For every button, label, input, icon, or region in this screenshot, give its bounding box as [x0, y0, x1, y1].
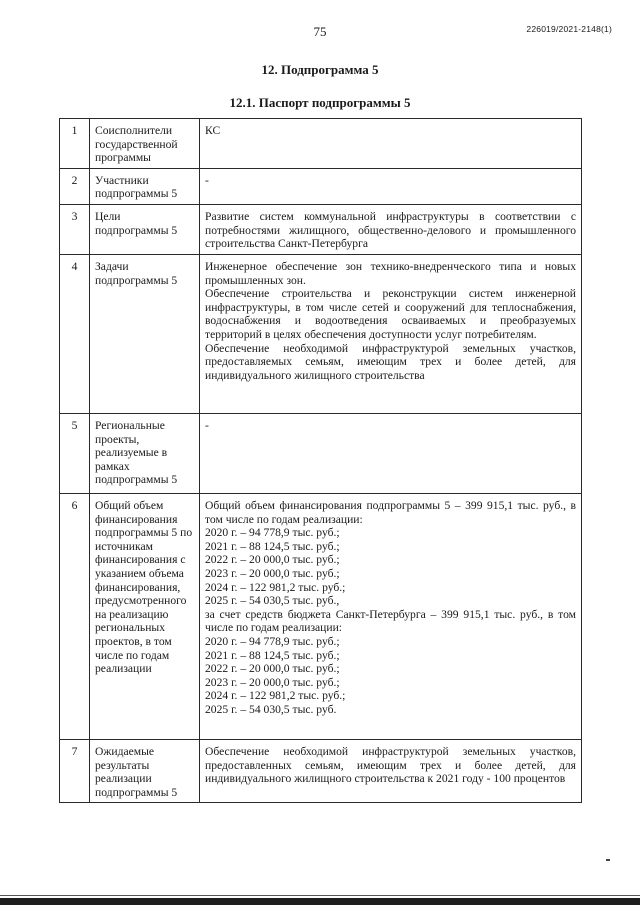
scan-mark	[606, 859, 610, 861]
content-line: 2023 г. – 20 000,0 тыс. руб.;	[205, 675, 340, 689]
content-line: Развитие систем коммунальной инфраструктуры в соответствии с потребностями жилищного, общественно-делового и промышленного строительства Санкт-Петербурга	[205, 209, 576, 251]
content-line: 2020 г. – 94 778,9 тыс. руб.;	[205, 526, 340, 540]
content-line: Обеспечение необходимой инфраструктурой земельных участков, предоставляемых семьям, имеющим трех и более детей, для индивидуального жилищного строительства	[205, 341, 576, 382]
table-row	[60, 254, 582, 413]
footer-line	[0, 895, 640, 896]
content-line: 2024 г. – 122 981,2 тыс. руб.;	[205, 580, 346, 594]
content-line: 2021 г. – 88 124,5 тыс. руб.;	[205, 539, 340, 553]
content-line: 2022 г. – 20 000,0 тыс. руб.;	[205, 662, 340, 676]
row-number: 4	[60, 254, 90, 413]
section-title: 12. Подпрограмма 5	[261, 62, 379, 77]
content-line: -	[205, 418, 209, 432]
content-line: Обеспечение необходимой инфраструктурой земельных участков, предоставленных семьям, имеющим трех и более детей, для индивидуального жилищного строительства к 2021 году - 100 процентов	[205, 744, 576, 786]
content-line: 2021 г. – 88 124,5 тыс. руб.;	[205, 648, 340, 662]
content-line: 2025 г. – 54 030,5 тыс. руб.,	[205, 594, 340, 608]
table-row	[60, 119, 582, 169]
row-label: Общий объем финансирования подпрограммы 5 по источникам финансирования с указанием объема финансирования, предусмотренного на реализацию региональных проектов, в том числе по годам реализации	[90, 493, 200, 739]
table-row	[60, 413, 582, 493]
row-number: 5	[60, 413, 90, 493]
row-content	[200, 119, 582, 169]
row-content	[200, 204, 582, 254]
content-line: Инженерное обеспечение зон технико-внедренческого типа и новых промышленных зон.	[205, 259, 576, 287]
row-label: Цели подпрограммы 5	[90, 204, 200, 254]
passport-table-body	[60, 119, 582, 803]
content-line: 2023 г. – 20 000,0 тыс. руб.;	[205, 566, 340, 580]
row-number: 1	[60, 119, 90, 169]
row-label: Задачи подпрограммы 5	[90, 254, 200, 413]
row-number: 3	[60, 204, 90, 254]
row-content	[200, 254, 582, 413]
row-number: 7	[60, 739, 90, 802]
content-line: 2024 г. – 122 981,2 тыс. руб.;	[205, 689, 346, 703]
row-content	[200, 168, 582, 204]
content-line: Обеспечение строительства и реконструкции систем инженерной инфраструктуры, в том числе сетей и сооружений для теплоснабжения, водоснабжения и водоотведения осваиваемых и преобразуемых территорий в целях обеспечения доступности услуг потребителям.	[205, 287, 576, 341]
row-label: Ожидаемые результаты реализации подпрограммы 5	[90, 739, 200, 802]
content-line: 2022 г. – 20 000,0 тыс. руб.;	[205, 553, 340, 567]
content-line: -	[205, 173, 209, 187]
table-row	[60, 168, 582, 204]
row-number: 6	[60, 493, 90, 739]
row-label: Региональные проекты, реализуемые в рамках подпрограммы 5	[90, 413, 200, 493]
content-line: 2025 г. – 54 030,5 тыс. руб.	[205, 702, 337, 716]
row-content	[200, 739, 582, 802]
content-line: КС	[205, 124, 221, 137]
row-content	[200, 493, 582, 739]
passport-table	[59, 118, 582, 803]
table-row	[60, 739, 582, 802]
row-label: Участники подпрограммы 5	[90, 168, 200, 204]
page-number: 75	[313, 24, 327, 39]
content-line: за счет средств бюджета Санкт-Петербурга – 399 915,1 тыс. руб., в том числе по годам реализации:	[205, 607, 576, 635]
content-line: 2020 г. – 94 778,9 тыс. руб.;	[205, 634, 340, 648]
row-number: 2	[60, 168, 90, 204]
table-row	[60, 493, 582, 739]
section-subtitle: 12.1. Паспорт подпрограммы 5	[229, 95, 411, 110]
document-id: 226019/2021-2148(1)	[526, 24, 612, 34]
footer-bar	[0, 898, 640, 905]
table-row	[60, 204, 582, 254]
content-line: Общий объем финансирования подпрограммы 5 – 399 915,1 тыс. руб., в том числе по годам реализации:	[205, 498, 576, 526]
row-label: Соисполнители государственной программы	[90, 119, 200, 169]
row-content	[200, 413, 582, 493]
